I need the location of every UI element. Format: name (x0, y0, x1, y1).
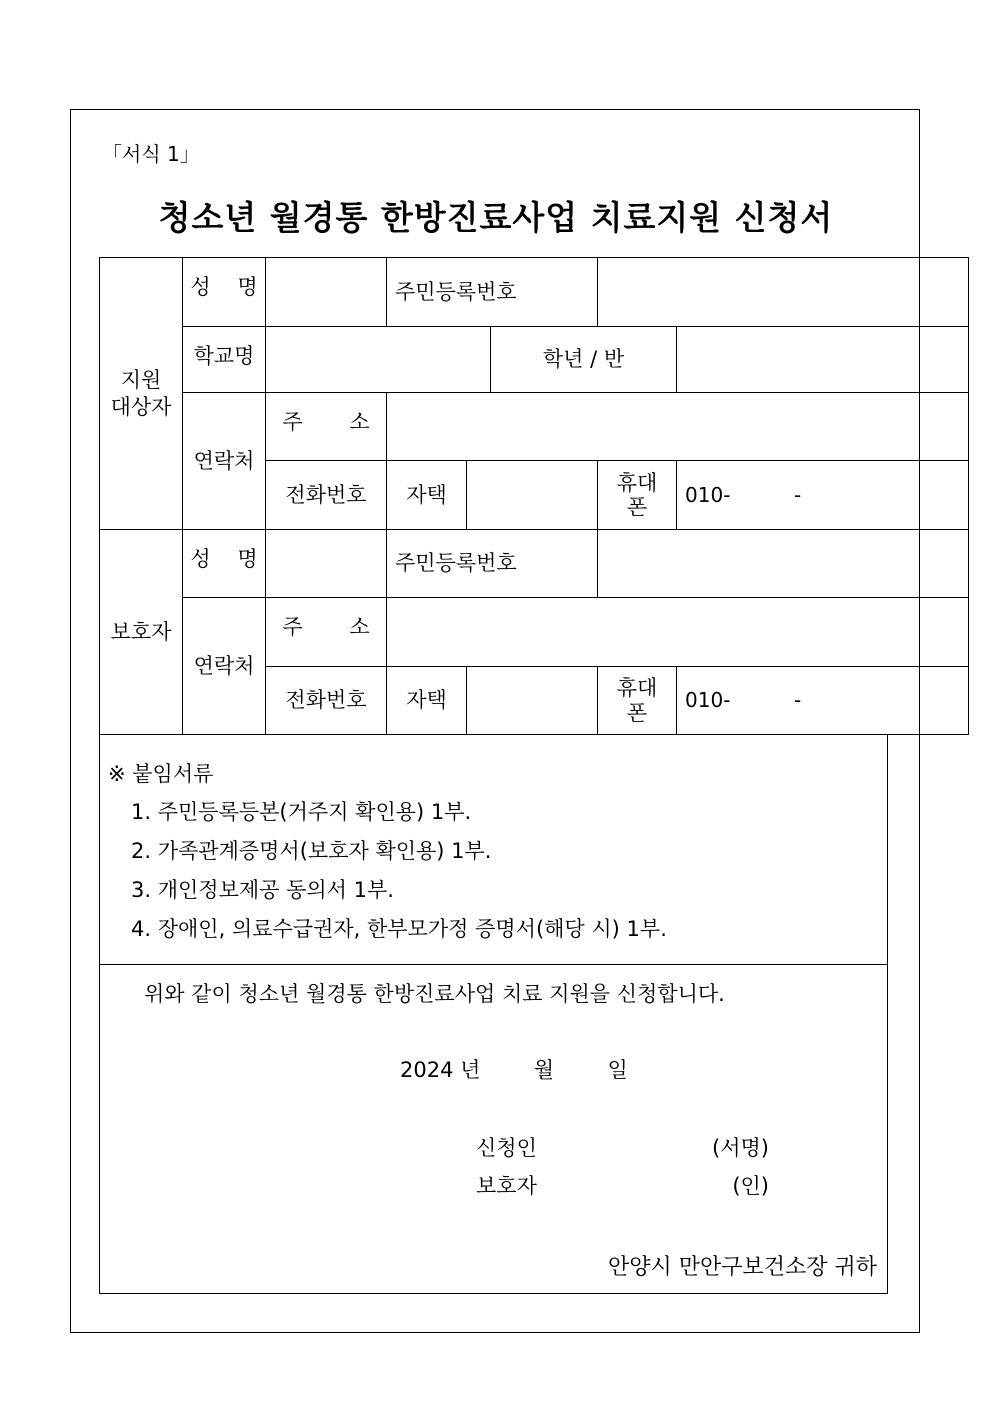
guardian-address-label: 주 소 (266, 598, 387, 667)
applicant-phone-label: 전화번호 (266, 461, 387, 530)
form-number: 「서식 1」 (102, 142, 200, 166)
application-date[interactable]: 2024 년 월 일 (400, 1058, 628, 1082)
applicant-name-label: 성 명 (183, 258, 266, 327)
guardian-seal-field[interactable]: (인) (732, 1174, 769, 1198)
guardian-name-label: 성 명 (183, 530, 266, 598)
applicant-rrn-label: 주민등록번호 (387, 258, 598, 327)
applicant-rrn-field[interactable] (598, 258, 969, 327)
applicant-sign-label: 신청인 (476, 1136, 537, 1160)
application-table (99, 257, 969, 735)
attachment-item: 3. 개인정보제공 동의서 1부. (131, 878, 394, 902)
declaration-section (99, 964, 888, 1294)
addressee: 안양시 만안구보건소장 귀하 (607, 1255, 877, 1280)
guardian-home-label: 자택 (387, 667, 467, 735)
guardian-contact-label: 연락처 (183, 598, 266, 735)
attachment-item: 2. 가족관계증명서(보호자 확인용) 1부. (131, 839, 492, 863)
applicant-home-label: 자택 (387, 461, 467, 530)
guardian-mobile-label: 휴대 폰 (598, 667, 677, 735)
applicant-home-field[interactable] (467, 461, 598, 530)
applicant-school-field[interactable] (266, 327, 491, 393)
applicant-address-label: 주 소 (266, 393, 387, 461)
guardian-address-field[interactable] (387, 598, 969, 667)
guardian-mobile-field[interactable]: 010- - (677, 667, 969, 735)
attachment-item: 4. 장애인, 의료수급권자, 한부모가정 증명서(해당 시) 1부. (131, 917, 667, 941)
guardian-rrn-field[interactable] (598, 530, 969, 598)
form-title: 청소년 월경통 한방진료사업 치료지원 신청서 (158, 198, 834, 237)
applicant-mobile-field[interactable]: 010- - (677, 461, 969, 530)
guardian-sign-label: 보호자 (476, 1174, 537, 1198)
declaration-statement: 위와 같이 청소년 월경통 한방진료사업 치료 지원을 신청합니다. (144, 982, 725, 1006)
applicant-contact-label: 연락처 (183, 393, 266, 530)
attachment-item: 1. 주민등록등본(거주지 확인용) 1부. (131, 800, 472, 824)
applicant-mobile-label: 휴대 폰 (598, 461, 677, 530)
guardian-home-field[interactable] (467, 667, 598, 735)
guardian-rrn-label: 주민등록번호 (387, 530, 598, 598)
guardian-phone-label: 전화번호 (266, 667, 387, 735)
applicant-address-field[interactable] (387, 393, 969, 461)
applicant-name-field[interactable] (266, 258, 387, 327)
guardian-section-label: 보호자 (100, 530, 183, 735)
applicant-grade-label: 학년 / 반 (491, 327, 677, 393)
applicant-section-label: 지원 대상자 (100, 258, 183, 530)
attachments-heading: ※ 붙임서류 (108, 762, 214, 786)
attachments-section (99, 734, 888, 965)
applicant-sign-field[interactable]: (서명) (712, 1136, 769, 1160)
guardian-name-field[interactable] (266, 530, 387, 598)
applicant-grade-field[interactable] (677, 327, 969, 393)
applicant-school-label: 학교명 (183, 327, 266, 393)
